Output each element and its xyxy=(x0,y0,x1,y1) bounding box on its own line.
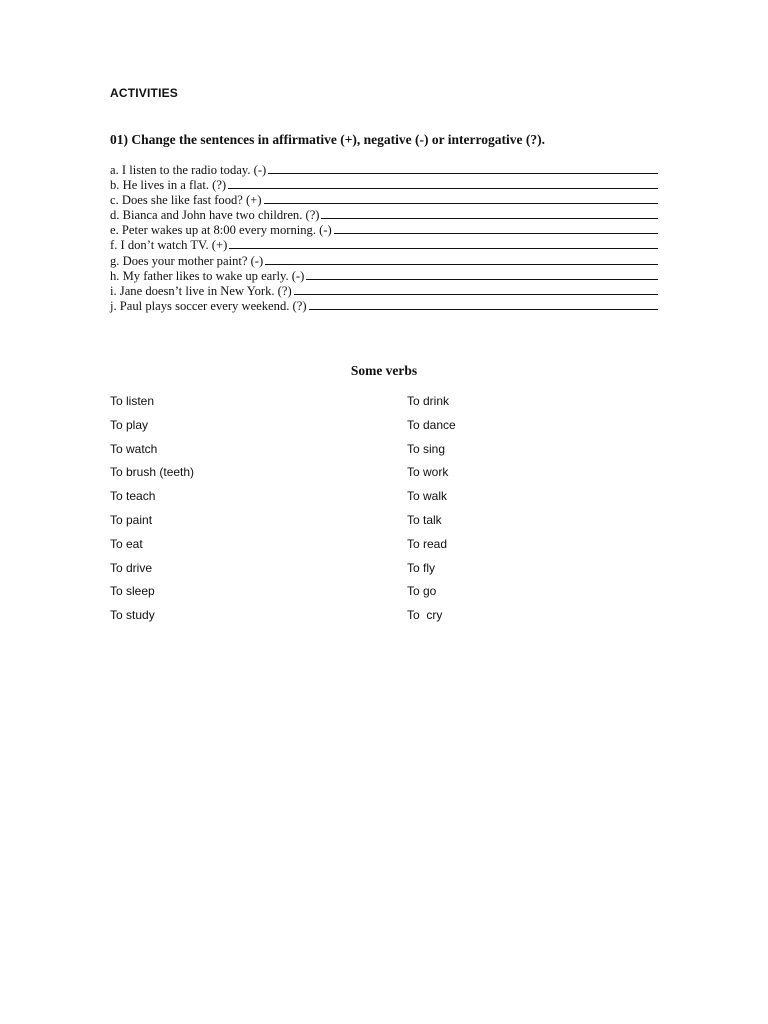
verb-item: To work xyxy=(407,465,449,480)
verb-list-left xyxy=(110,393,194,631)
verb-item: To teach xyxy=(110,489,156,504)
sentence-text: i. Jane doesn’t live in New York. (?) xyxy=(110,283,292,298)
verb-item: To read xyxy=(407,536,448,551)
verb-item: To sing xyxy=(407,441,446,456)
sentence-list xyxy=(110,163,658,314)
sentence-row xyxy=(110,284,658,299)
sentence-row xyxy=(110,223,658,238)
sentence-row xyxy=(110,269,658,284)
verb-item: To brush (teeth) xyxy=(110,465,195,480)
verb-item: To study xyxy=(110,608,155,623)
sentence-text: f. I don’t watch TV. (+) xyxy=(110,238,228,253)
answer-blank xyxy=(265,263,658,265)
sentence-row xyxy=(110,193,658,208)
verb-item: To watch xyxy=(110,441,158,456)
sentence-text: d. Bianca and John have two children. (?) xyxy=(110,208,320,223)
verbs-section-title: Some verbs xyxy=(350,363,418,378)
exercise-instruction: 01) Change the sentences in affirmative (+), negative (-) or interrogative (?). xyxy=(110,132,545,147)
sentence-text: c. Does she like fast food? (+) xyxy=(110,193,262,208)
answer-blank xyxy=(306,278,658,280)
answer-blank xyxy=(321,217,658,219)
verb-item: To eat xyxy=(110,536,143,551)
sentence-row xyxy=(110,299,658,314)
verb-item: To talk xyxy=(407,512,442,527)
answer-blank xyxy=(229,247,658,249)
verb-item: To cry xyxy=(407,608,443,623)
verb-item: To listen xyxy=(110,394,155,408)
verb-item: To sleep xyxy=(110,584,155,599)
sentence-text: e. Peter wakes up at 8:00 every morning. (-) xyxy=(110,223,332,238)
answer-blank xyxy=(294,293,658,295)
verb-item: To paint xyxy=(110,512,153,527)
sentence-text: a. I listen to the radio today. (-) xyxy=(110,163,267,177)
answer-blank xyxy=(309,308,658,310)
verb-item: To play xyxy=(110,417,149,432)
sentence-row xyxy=(110,238,658,253)
verb-list-right xyxy=(407,393,456,631)
verb-item: To walk xyxy=(407,489,448,504)
sentence-text: j. Paul plays soccer every weekend. (?) xyxy=(110,298,307,313)
verb-item: To fly xyxy=(407,560,436,575)
sentence-row xyxy=(110,208,658,223)
answer-blank xyxy=(334,232,658,234)
sentence-text: b. He lives in a flat. (?) xyxy=(110,178,227,193)
answer-blank xyxy=(228,187,658,189)
sentence-row xyxy=(110,163,658,178)
sentence-text: g. Does your mother paint? (-) xyxy=(110,253,264,268)
sentence-text: h. My father likes to wake up early. (-) xyxy=(110,268,305,283)
verb-item: To go xyxy=(407,584,437,599)
verb-item: To drive xyxy=(110,560,153,575)
verb-item: To dance xyxy=(407,417,456,432)
answer-blank xyxy=(264,202,658,204)
answer-blank xyxy=(268,172,658,174)
sentence-row xyxy=(110,254,658,269)
sentence-row xyxy=(110,178,658,193)
verb-item: To drink xyxy=(407,394,450,408)
page-heading: ACTIVITIES xyxy=(110,86,179,100)
